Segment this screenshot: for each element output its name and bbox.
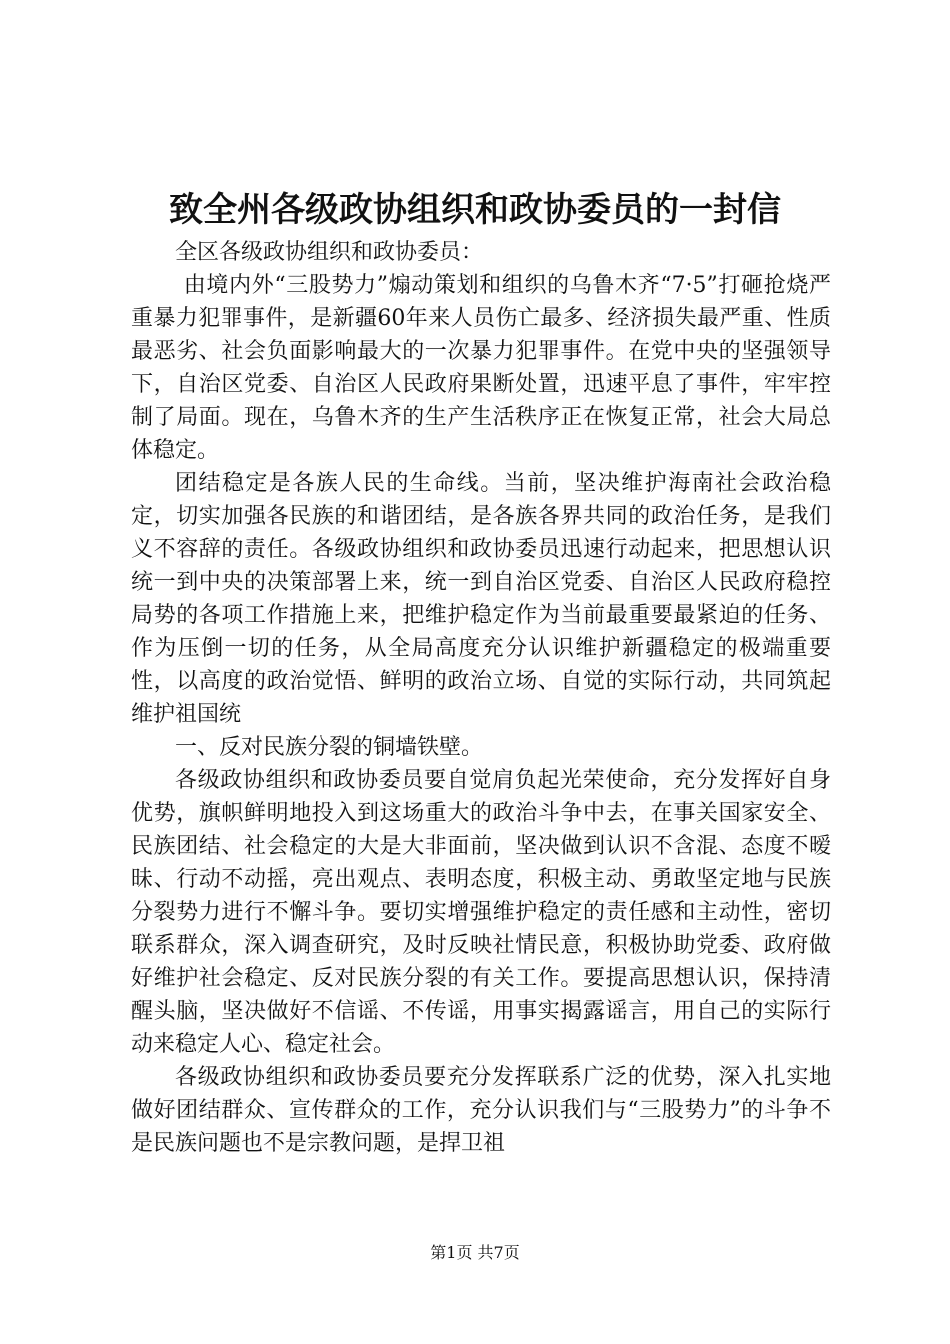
document-title: 致全州各级政协组织和政协委员的一封信 xyxy=(169,190,781,230)
paragraph-4: 各级政协组织和政协委员要充分发挥联系广泛的优势，深入扎实地做好团结群众、宣传群众的工作，充分认识我们与“三股势力”的斗争不是民族问题也不是宗教问题，是捍卫祖 xyxy=(131,1065,831,1156)
document-body xyxy=(131,236,831,1160)
paragraph-1: 由境内外“三股势力”煽动策划和组织的乌鲁木齐“7·5”打砸抢烧严重暴力犯罪事件，是新疆60年来人员伤亡最多、经济损失最严重、性质最恶劣、社会负面影响最大的一次暴力犯罪事件。在党中央的坚强领导下，自治区党委、自治区人民政府果断处置，迅速平息了事件，牢牢控制了局面。现在，乌鲁木齐的生产生活秩序正在恢复正常，社会大局总体稳定。 xyxy=(131,273,831,463)
section-heading-1: 一、反对民族分裂的铜墙铁壁。 xyxy=(175,735,484,760)
paragraph-2: 团结稳定是各族人民的生命线。当前，坚决维护海南社会政治稳定，切实加强各民族的和谐团结，是各族各界共同的政治任务，是我们义不容辞的责任。各级政协组织和政协委员迅速行动起来，把思想认识统一到中央的决策部署上来，统一到自治区党委、自治区人民政府稳控局势的各项工作措施上来，把维护稳定作为当前最重要最紧迫的任务、作为压倒一切的任务，从全局高度充分认识维护新疆稳定的极端重要性，以高度的政治觉悟、鲜明的政治立场、自觉的实际行动，共同筑起维护祖国统 xyxy=(131,471,831,727)
paragraph-3: 各级政协组织和政协委员要自觉肩负起光荣使命，充分发挥好自身优势，旗帜鲜明地投入到这场重大的政治斗争中去，在事关国家安全、民族团结、社会稳定的大是大非面前，坚决做到认识不含混、态度不暧昧、行动不动摇，亮出观点、表明态度，积极主动、勇敢坚定地与民族分裂势力进行不懈斗争。要切实增强维护稳定的责任感和主动性，密切联系群众，深入调查研究，及时反映社情民意，积极协助党委、政府做好维护社会稳定、反对民族分裂的有关工作。要提高思想认识，保持清醒头脑，坚决做好不信谣、不传谣，用事实揭露谣言，用自己的实际行动来稳定人心、稳定社会。 xyxy=(131,768,831,1057)
salutation: 全区各级政协组织和政协委员： xyxy=(175,240,484,265)
page-footer: 第1页 共7页 xyxy=(430,1243,520,1262)
